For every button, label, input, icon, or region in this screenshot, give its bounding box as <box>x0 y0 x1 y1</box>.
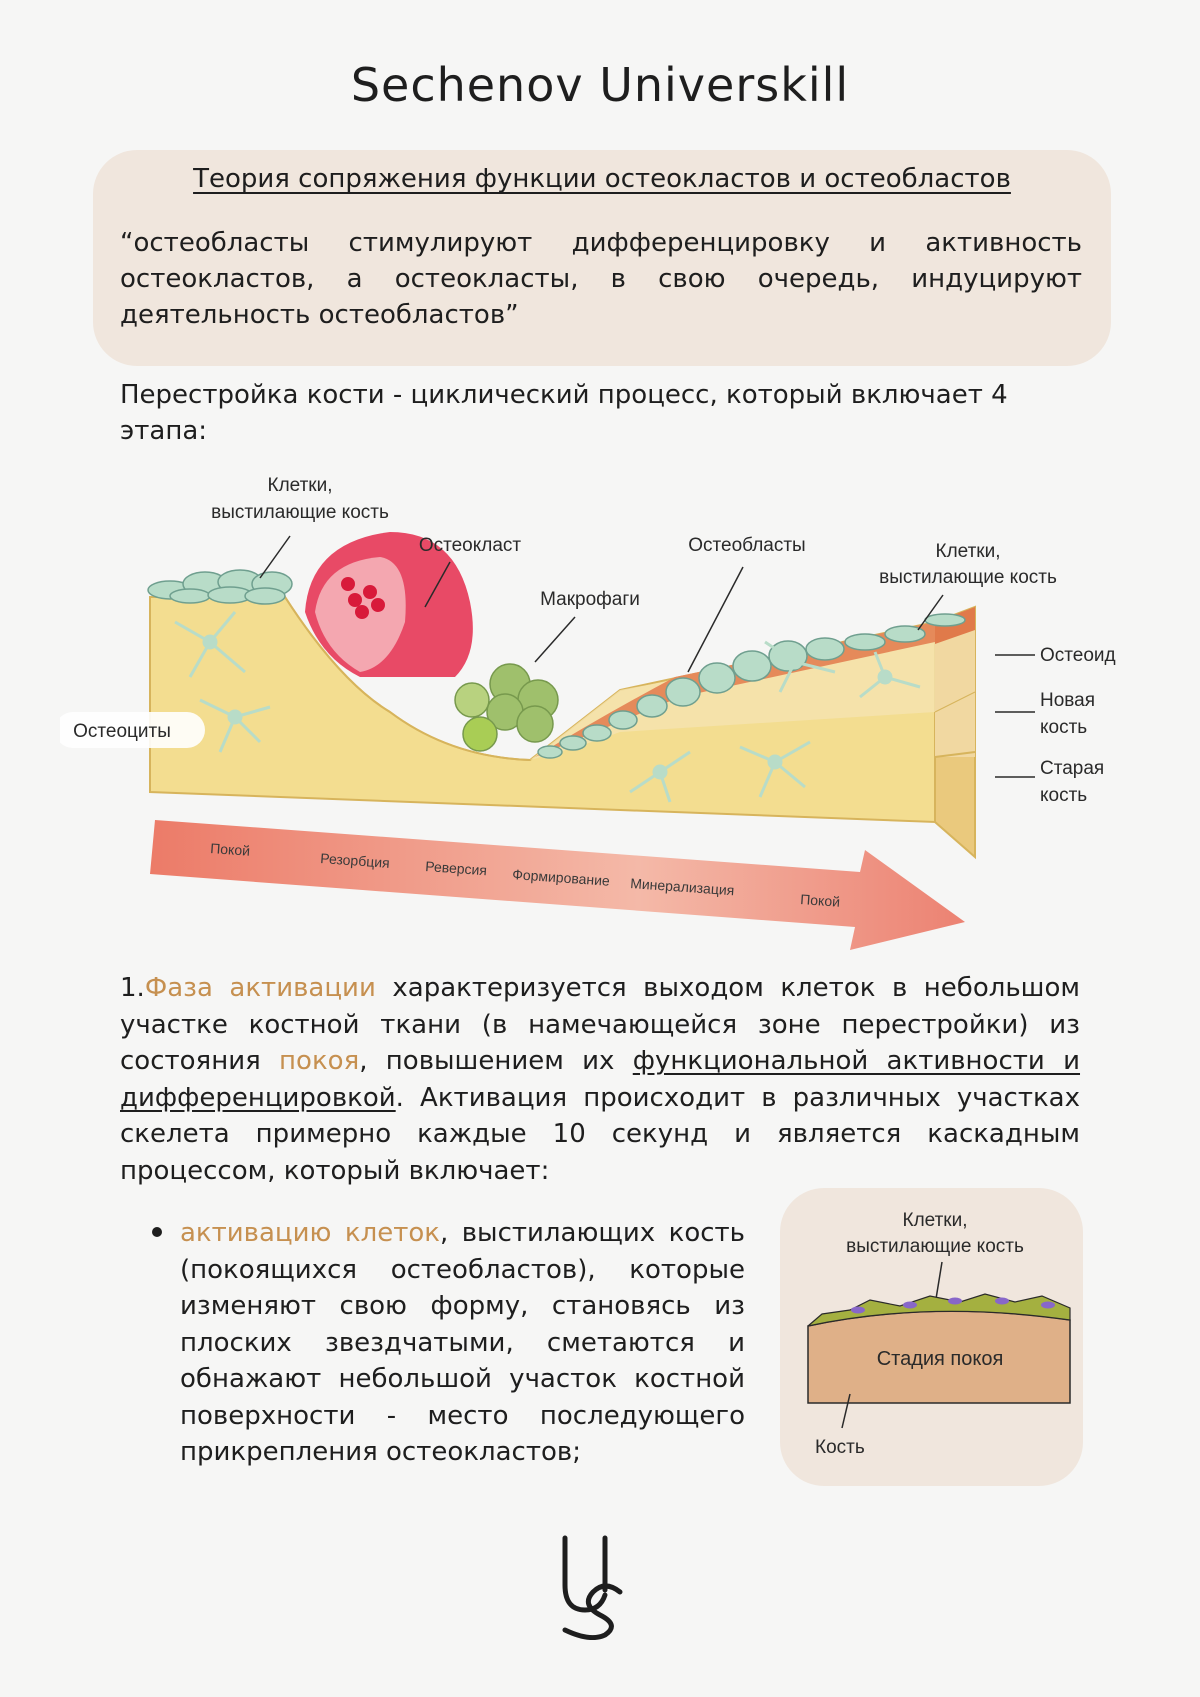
label-osteocytes: Остеоциты <box>73 721 171 742</box>
label-lining-left-2: выстилающие кость <box>211 502 389 523</box>
label-new-bone-2: кость <box>1040 717 1088 738</box>
rest-stage-label: Стадия покоя <box>876 1348 1004 1370</box>
activation-paragraph <box>120 970 1080 1189</box>
theory-box <box>93 150 1111 366</box>
phase-4: Формирование <box>511 866 611 889</box>
lining-cells-left <box>148 570 292 604</box>
bullet-accent: активацию клеток <box>180 1218 440 1248</box>
label-lining-left-1: Клетки, <box>267 475 333 496</box>
theory-title: Теория сопряжения функции остеокластов и остеобластов <box>193 164 1011 194</box>
rest-stage-figure <box>780 1188 1083 1486</box>
label-lining-right-2: выстилающие кость <box>879 567 1057 588</box>
intro-text: Перестройка кости - циклический процесс, который включает 4 этапа: <box>120 380 1008 446</box>
phase-6: Покой <box>799 891 841 910</box>
bone-remodeling-diagram <box>60 472 1150 962</box>
phase-5: Минерализация <box>629 875 735 899</box>
label-old-bone-2: кость <box>1040 785 1088 806</box>
phase-2: Резорбция <box>319 850 391 871</box>
rest-stage-figure-box <box>780 1188 1083 1486</box>
label-lining-right-1: Клетки, <box>935 541 1001 562</box>
activation-text-1: характеризуется выходом клеток в небольшом участке костной ткани (в намечающейся зоне перестройки) из состояния <box>120 973 1080 1076</box>
bullet-text: , выстилающих кость (покоящихся остеобластов), которые изменяют свою форму, становясь из плоских звездчатыми, сметаются и обнажают небольшой участок костной поверхности - место последующего прикрепления остеокластов; <box>180 1218 745 1467</box>
rest-bone-label: Кость <box>815 1437 865 1458</box>
macrophages <box>455 664 558 751</box>
theory-quote: “остеобласты стимулируют дифференцировку и активность остеокластов, а остеокласты, в свою очередь, индуцируют деятельность остеобластов” <box>120 228 1082 330</box>
bullet-dot <box>152 1227 162 1237</box>
label-old-bone-1: Старая <box>1040 758 1105 779</box>
activation-text-3: . Активация происходит в различных участках скелета примерно каждые 10 секунд и является каскадным процессом, который включает: <box>120 1082 1080 1186</box>
activation-underlined: функциональной активности и дифференцировкой <box>120 1046 1081 1113</box>
rest-word: покоя <box>279 1046 360 1076</box>
activation-text-2: , повышением их <box>359 1046 633 1076</box>
page-title: Sechenov Universkill <box>350 58 850 112</box>
label-osteoclast: Остеокласт <box>418 535 522 556</box>
phase-1: Покой <box>209 840 251 859</box>
activation-phase-name: Фаза активации <box>144 973 376 1003</box>
rest-lining-label-2: выстилающие кость <box>846 1236 1024 1257</box>
universkill-logo-icon <box>545 1530 655 1640</box>
label-osteoblasts: Остеобласты <box>688 535 806 556</box>
activation-number: 1. <box>120 973 145 1003</box>
bullet-item <box>180 1215 745 1471</box>
label-new-bone-1: Новая <box>1040 690 1096 711</box>
rest-lining-label-1: Клетки, <box>902 1210 968 1231</box>
label-macrophages: Макрофаги <box>540 589 640 610</box>
label-osteoid: Остеоид <box>1040 645 1116 666</box>
phase-3: Реверсия <box>424 858 488 879</box>
